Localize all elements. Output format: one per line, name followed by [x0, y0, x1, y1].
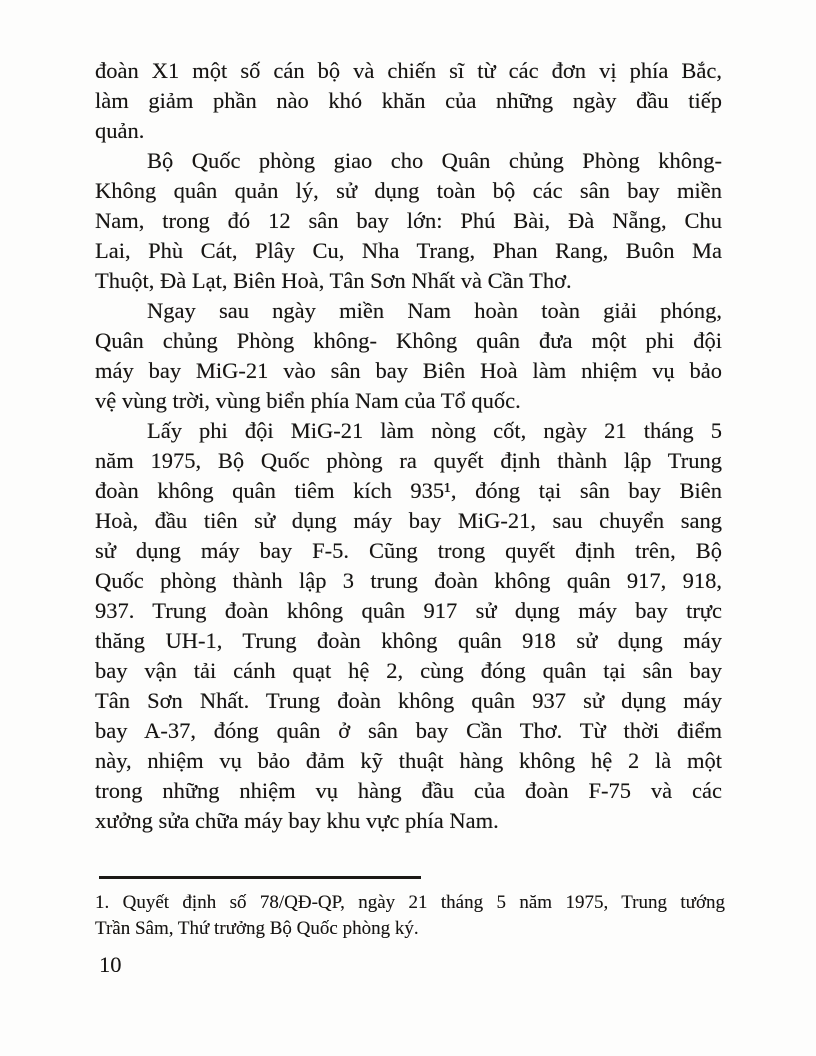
- paragraph: [95, 296, 722, 416]
- text-line: làm giảm phần nào khó khăn của những ngày đầu tiếp: [95, 88, 722, 113]
- text-line: bay vận tải cánh quạt hệ 2, cùng đóng quân tại sân bay: [95, 658, 722, 683]
- text-line: Quốc phòng thành lập 3 trung đoàn không quân 917, 918,: [95, 568, 722, 593]
- text-line: 1. Quyết định số 78/QĐ-QP, ngày 21 tháng 5 năm 1975, Trung tướng: [95, 892, 725, 913]
- text-line: máy bay MiG-21 vào sân bay Biên Hoà làm nhiệm vụ bảo: [95, 358, 722, 383]
- text-line: trong những nhiệm vụ hàng đầu của đoàn F-75 và các: [95, 778, 722, 803]
- text-line: Hoà, đầu tiên sử dụng máy bay MiG-21, sau chuyển sang: [95, 508, 722, 533]
- page-body: [95, 56, 722, 836]
- text-line: Ngay sau ngày miền Nam hoàn toàn giải phóng,: [147, 298, 722, 323]
- paragraph: [95, 146, 722, 296]
- text-line: Quân chủng Phòng không- Không quân đưa một phi đội: [95, 328, 722, 353]
- text-line: Tân Sơn Nhất. Trung đoàn không quân 937 sử dụng máy: [95, 688, 722, 713]
- text-line: Bộ Quốc phòng giao cho Quân chủng Phòng không-: [147, 148, 722, 173]
- text-line: năm 1975, Bộ Quốc phòng ra quyết định thành lập Trung: [95, 448, 722, 473]
- paragraph: [95, 416, 722, 836]
- text-line: này, nhiệm vụ bảo đảm kỹ thuật hàng không hệ 2 là một: [95, 748, 722, 773]
- text-line: Không quân quản lý, sử dụng toàn bộ các sân bay miền: [95, 178, 722, 203]
- text-line: bay A-37, đóng quân ở sân bay Cần Thơ. Từ thời điểm: [95, 718, 722, 743]
- text-line: sử dụng máy bay F-5. Cũng trong quyết định trên, Bộ: [95, 538, 722, 563]
- text-line: quản.: [95, 118, 145, 143]
- footnote-divider: [99, 876, 421, 879]
- page-number: 10: [99, 952, 122, 977]
- paragraph: [95, 56, 722, 146]
- footnote: [95, 890, 725, 942]
- text-line: Lai, Phù Cát, Plây Cu, Nha Trang, Phan Rang, Buôn Ma: [95, 238, 722, 263]
- text-line: Nam, trong đó 12 sân bay lớn: Phú Bài, Đà Nẵng, Chu: [95, 208, 722, 233]
- text-line: Trần Sâm, Thứ trưởng Bộ Quốc phòng ký.: [95, 918, 419, 939]
- text-line: xưởng sửa chữa máy bay khu vực phía Nam.: [95, 808, 499, 833]
- text-line: Lấy phi đội MiG-21 làm nòng cốt, ngày 21 tháng 5: [147, 418, 722, 443]
- text-line: 937. Trung đoàn không quân 917 sử dụng máy bay trực: [95, 598, 722, 623]
- text-line: thăng UH-1, Trung đoàn không quân 918 sử dụng máy: [95, 628, 722, 653]
- text-line: Thuột, Đà Lạt, Biên Hoà, Tân Sơn Nhất và Cần Thơ.: [95, 268, 572, 293]
- text-line: đoàn không quân tiêm kích 935¹, đóng tại sân bay Biên: [95, 478, 722, 503]
- text-line: vệ vùng trời, vùng biển phía Nam của Tổ quốc.: [95, 388, 521, 413]
- text-line: đoàn X1 một số cán bộ và chiến sĩ từ các đơn vị phía Bắc,: [95, 58, 722, 83]
